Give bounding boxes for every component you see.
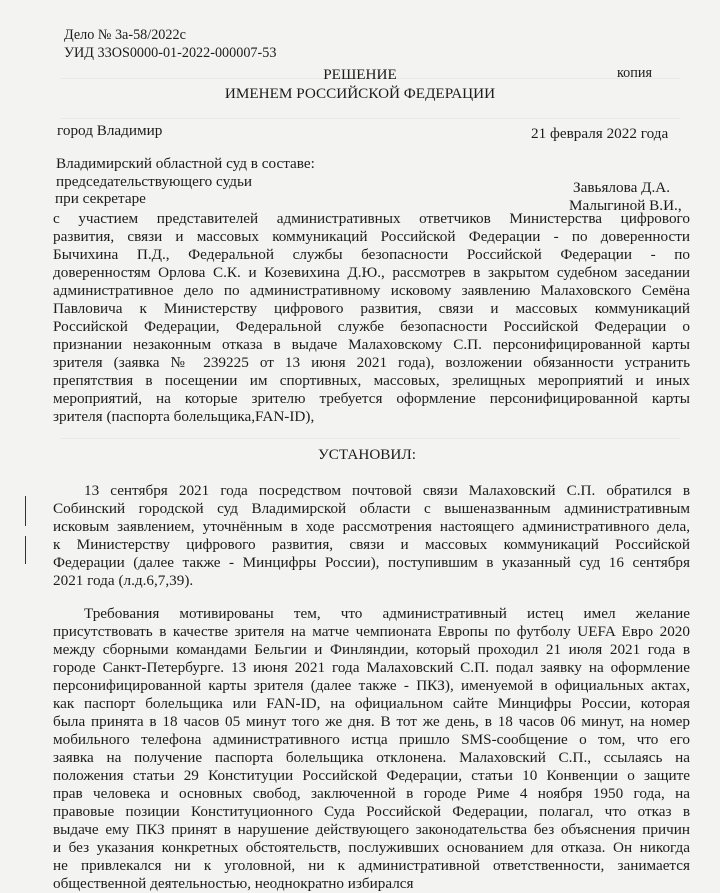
uid-number: УИД 33OS0000-01-2022-000007-53 (64, 45, 277, 61)
para1-line: исковым заявлением, уточнённым в ходе рассмотрения настоящего административного дела, (53, 518, 690, 535)
intro-line: Российской Федерации, Федеральной службе безопасности Российской Федерации о (53, 318, 690, 335)
margin-mark (25, 496, 26, 526)
secretary-name: Малыгиной В.И., (569, 197, 682, 214)
para2-line: как паспорт болельщика или FAN-ID, на официальном сайте Минцифры России, которая (53, 695, 690, 712)
para2-line: и без указания конкретных обстоятельств, послуживших основанием для отказа. Он никогда (53, 839, 690, 856)
para2-line: городе Санкт-Петербурге. 13 июня 2021 года Малаховский С.П. подал заявку на оформление (53, 659, 690, 676)
intro-line: зрителя (паспорта болельщика,FAN-ID), (53, 408, 315, 425)
para2-line: положения статьи 29 Конституции Российской Федерации, статьи 10 Конвенции о защите (53, 767, 690, 784)
para2-line: мобильного телефона административного истца пришло SMS-сообщение о том, что его (53, 731, 690, 748)
para2-line: заявка на получение паспорта болельщика отклонена. Малаховский С.П., ссылаясь на (53, 749, 690, 766)
established-heading: УСТАНОВИЛ: (318, 446, 416, 463)
para2-line: прав человека и основных свобод, заключенной в городе Риме 4 ноября 1950 года, на (53, 785, 690, 802)
presiding-label: председательствующего судьи (56, 173, 253, 190)
decision-title: РЕШЕНИЕ (323, 66, 397, 83)
in-the-name-title: ИМЕНЕМ РОССИЙСКОЙ ФЕДЕРАЦИИ (224, 85, 496, 102)
para2-line: персонифицированной карты зрителя (далее также - ПКЗ), именуемой в официальных актах, (53, 677, 690, 694)
para2-line: присутствовать в качестве зрителя на матче чемпионата Европы по футболу UEFA Евро 2020 (53, 623, 690, 640)
para2-line: не привлекался ни к уголовной, ни к административной ответственности, занимается (53, 857, 690, 874)
bleed-through-line (60, 118, 680, 119)
intro-line: доверенностям Орлова С.К. и Козевихина Д.Ю., рассмотрев в закрытом судебном заседании (53, 264, 690, 281)
decision-date: 21 февраля 2022 года (531, 125, 669, 142)
intro-line: препятствия в посещении им спортивных, массовых, зрелищных мероприятий и иных (53, 372, 690, 389)
city: город Владимир (57, 122, 163, 139)
para2-line: была принята в 18 часов 05 минут того же дня. В тот же день, в 18 часов 06 минут, на номер (53, 713, 690, 730)
para2-line: Требования мотивированы тем, что административный истец имел желание (84, 605, 690, 622)
para2-line: между сборными командами Бельгии и Финляндии, который проходил 21 июля 2021 года в (53, 641, 690, 658)
para2-line: общественной деятельностью, неоднократно избирался (53, 875, 414, 892)
para1-line: Собинский городской суд Владимирской области с вышеназванным административным (53, 500, 690, 517)
presiding-name: Завьялова Д.А. (573, 179, 671, 196)
intro-line: с участием представителей административных ответчиков Министерства цифрового (53, 210, 690, 227)
intro-line: Бычихина П.Д., Федеральной службы безопасности Российской Федерации - по (53, 246, 690, 263)
para1-line: 13 сентября 2021 года посредством почтовой связи Малаховский С.П. обратился в (84, 482, 690, 499)
case-number: Дело № 3а-58/2022с (64, 27, 186, 43)
copy-label: копия (617, 65, 652, 81)
bleed-through-line (60, 438, 680, 439)
para2-line: выдаче ему ПКЗ принят в нарушение действующего законодательства без объяснения причин (53, 821, 690, 838)
intro-line: развития, связи и массовых коммуникаций Российской Федерации - по доверенности (53, 228, 690, 245)
margin-mark (25, 536, 26, 564)
intro-line: признании незаконным отказа в выдаче Малаховскому С.П. персонифицированной карты (53, 336, 690, 353)
court-composition: Владимирский областной суд в составе: (56, 155, 315, 172)
intro-line: административное дело по административному исковому заявлению Малаховского Семёна (53, 282, 690, 299)
para2-line: правовые позиции Конституционного Суда Российской Федерации, полагал, что отказ в (53, 803, 690, 820)
para1-line: Федерации (далее также - Минцифры России), поступившим в указанный суд 16 сентября (53, 554, 690, 571)
intro-line: мероприятий, на которые зрителю требуется оформление персонифицированной карты (53, 390, 690, 407)
para1-line: 2021 года (л.д.6,7,39). (53, 572, 194, 589)
intro-line: зрителя (заявка № 239225 от 13 июня 2021 года), возложении обязанности устранить (53, 354, 690, 371)
para1-line: к Министерству цифрового развития, связи и массовых коммуникаций Российской (53, 536, 690, 553)
secretary-label: при секретаре (55, 190, 146, 207)
intro-line: Павловича к Министерству цифрового развития, связи и массовых коммуникаций (53, 300, 690, 317)
